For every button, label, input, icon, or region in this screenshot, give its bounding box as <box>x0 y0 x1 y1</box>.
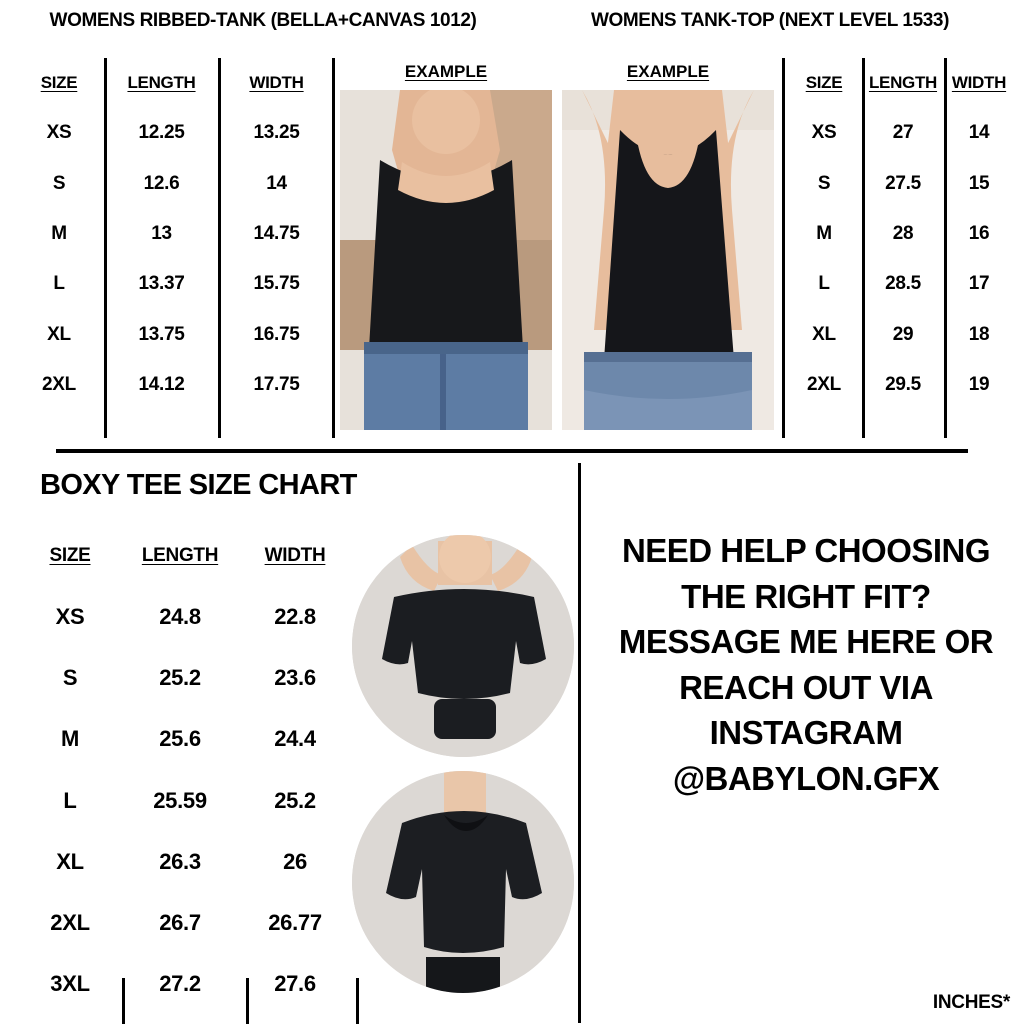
table-cell: 2XL <box>807 373 841 395</box>
table-cell: 27 <box>892 122 914 144</box>
table-cell: 2XL <box>42 373 76 395</box>
boxy-tee-table <box>20 525 360 1015</box>
table-cell: 22.8 <box>274 603 316 629</box>
table-cell: 26.7 <box>159 910 201 936</box>
example-label-left: EXAMPLE <box>404 62 488 81</box>
table-cell: 28 <box>892 222 914 244</box>
table-cell: 14 <box>266 172 287 194</box>
table-divider <box>332 58 335 438</box>
boxy-tee-photo-flat-lay <box>352 535 574 757</box>
table-cell: 14.75 <box>253 222 300 244</box>
table-cell: 23.6 <box>274 665 316 691</box>
table-cell: S <box>52 172 66 194</box>
table-cell: 24.4 <box>274 726 316 752</box>
table-cell: L <box>63 787 77 813</box>
table-divider <box>104 58 107 438</box>
table-cell: 26.3 <box>159 848 201 874</box>
table-cell: 17.75 <box>253 373 300 395</box>
table-cell: 25.2 <box>274 787 316 813</box>
column-header-width: WIDTH <box>249 73 304 93</box>
table-divider <box>246 978 249 1024</box>
table-cell: XS <box>811 122 837 144</box>
table-cell: XS <box>55 603 85 629</box>
table-cell: 29.5 <box>885 373 921 395</box>
ribbed-tank-title: WOMENS RIBBED-TANK (BELLA+CANVAS 1012) <box>49 10 477 31</box>
table-cell: 19 <box>968 373 990 395</box>
table-cell: XL <box>47 323 71 345</box>
column-header-size: SIZE <box>49 544 91 566</box>
help-line: MESSAGE ME HERE OR <box>618 623 994 661</box>
table-divider <box>862 58 865 438</box>
table-divider <box>122 978 125 1024</box>
table-cell: 29 <box>892 323 914 345</box>
table-cell: L <box>818 273 830 295</box>
column-header-size: SIZE <box>40 73 78 93</box>
table-divider <box>944 58 947 438</box>
table-cell: 27.6 <box>274 971 316 997</box>
table-cell: 16.75 <box>253 323 300 345</box>
table-cell: 13 <box>151 222 172 244</box>
table-cell: 25.6 <box>159 726 201 752</box>
table-cell: 27.2 <box>159 971 201 997</box>
column-header-size: SIZE <box>805 73 843 93</box>
next-level-tank-title: WOMENS TANK-TOP (NEXT LEVEL 1533) <box>590 10 950 31</box>
ribbed-tank-table <box>14 58 334 410</box>
table-divider <box>782 58 785 438</box>
table-cell: 16 <box>968 222 990 244</box>
table-cell: 13.37 <box>138 273 185 295</box>
table-cell: 13.25 <box>253 122 300 144</box>
table-cell: 15.75 <box>253 273 300 295</box>
table-cell: S <box>817 172 831 194</box>
table-cell: 25.59 <box>153 787 207 813</box>
table-divider <box>218 58 221 438</box>
column-header-length: LENGTH <box>868 73 938 93</box>
help-line: INSTAGRAM <box>709 714 903 752</box>
table-cell: XL <box>812 323 836 345</box>
bottom-vertical-divider <box>578 463 581 1023</box>
table-cell: 15 <box>968 172 990 194</box>
example-label-right: EXAMPLE <box>626 62 710 81</box>
table-cell: M <box>816 222 832 244</box>
help-line: NEED HELP CHOOSING <box>621 532 991 569</box>
table-cell: M <box>51 222 67 244</box>
table-cell: 17 <box>968 273 990 295</box>
table-cell: 2XL <box>50 910 90 936</box>
table-cell: 18 <box>968 323 990 345</box>
help-line: REACH OUT VIA <box>679 668 933 706</box>
table-cell: S <box>62 665 78 691</box>
table-cell: 14 <box>968 122 990 144</box>
table-cell: 26.77 <box>268 910 322 936</box>
boxy-tee-photo-worn <box>352 771 574 993</box>
table-cell: 25.2 <box>159 665 201 691</box>
table-cell: 3XL <box>50 971 90 997</box>
help-line: THE RIGHT FIT? <box>681 577 931 615</box>
top-section <box>0 0 1024 448</box>
table-cell: 13.75 <box>138 323 185 345</box>
table-cell: L <box>53 273 65 295</box>
column-header-width: WIDTH <box>264 544 326 566</box>
table-cell: XS <box>46 122 72 144</box>
table-cell: 27.5 <box>885 172 921 194</box>
instagram-handle: @BABYLON.GFX <box>672 759 940 797</box>
table-cell: 12.6 <box>143 172 180 194</box>
column-header-width: WIDTH <box>951 73 1007 93</box>
table-cell: 14.12 <box>138 373 185 395</box>
table-cell: XL <box>56 848 84 874</box>
bottom-section <box>0 453 1024 1024</box>
column-header-length: LENGTH <box>141 544 219 566</box>
table-cell: 24.8 <box>159 603 201 629</box>
next-level-tank-example-photo <box>562 90 774 430</box>
help-message <box>596 528 1016 801</box>
next-level-tank-table <box>786 58 1014 410</box>
table-cell: M <box>60 726 80 752</box>
table-cell: 26 <box>283 848 307 874</box>
ribbed-tank-example-photo <box>340 90 552 430</box>
column-header-length: LENGTH <box>127 73 196 93</box>
table-cell: 28.5 <box>885 273 921 295</box>
table-cell: 12.25 <box>138 122 185 144</box>
boxy-tee-title: BOXY TEE SIZE CHART <box>40 469 357 501</box>
units-note: INCHES* <box>932 992 1010 1013</box>
